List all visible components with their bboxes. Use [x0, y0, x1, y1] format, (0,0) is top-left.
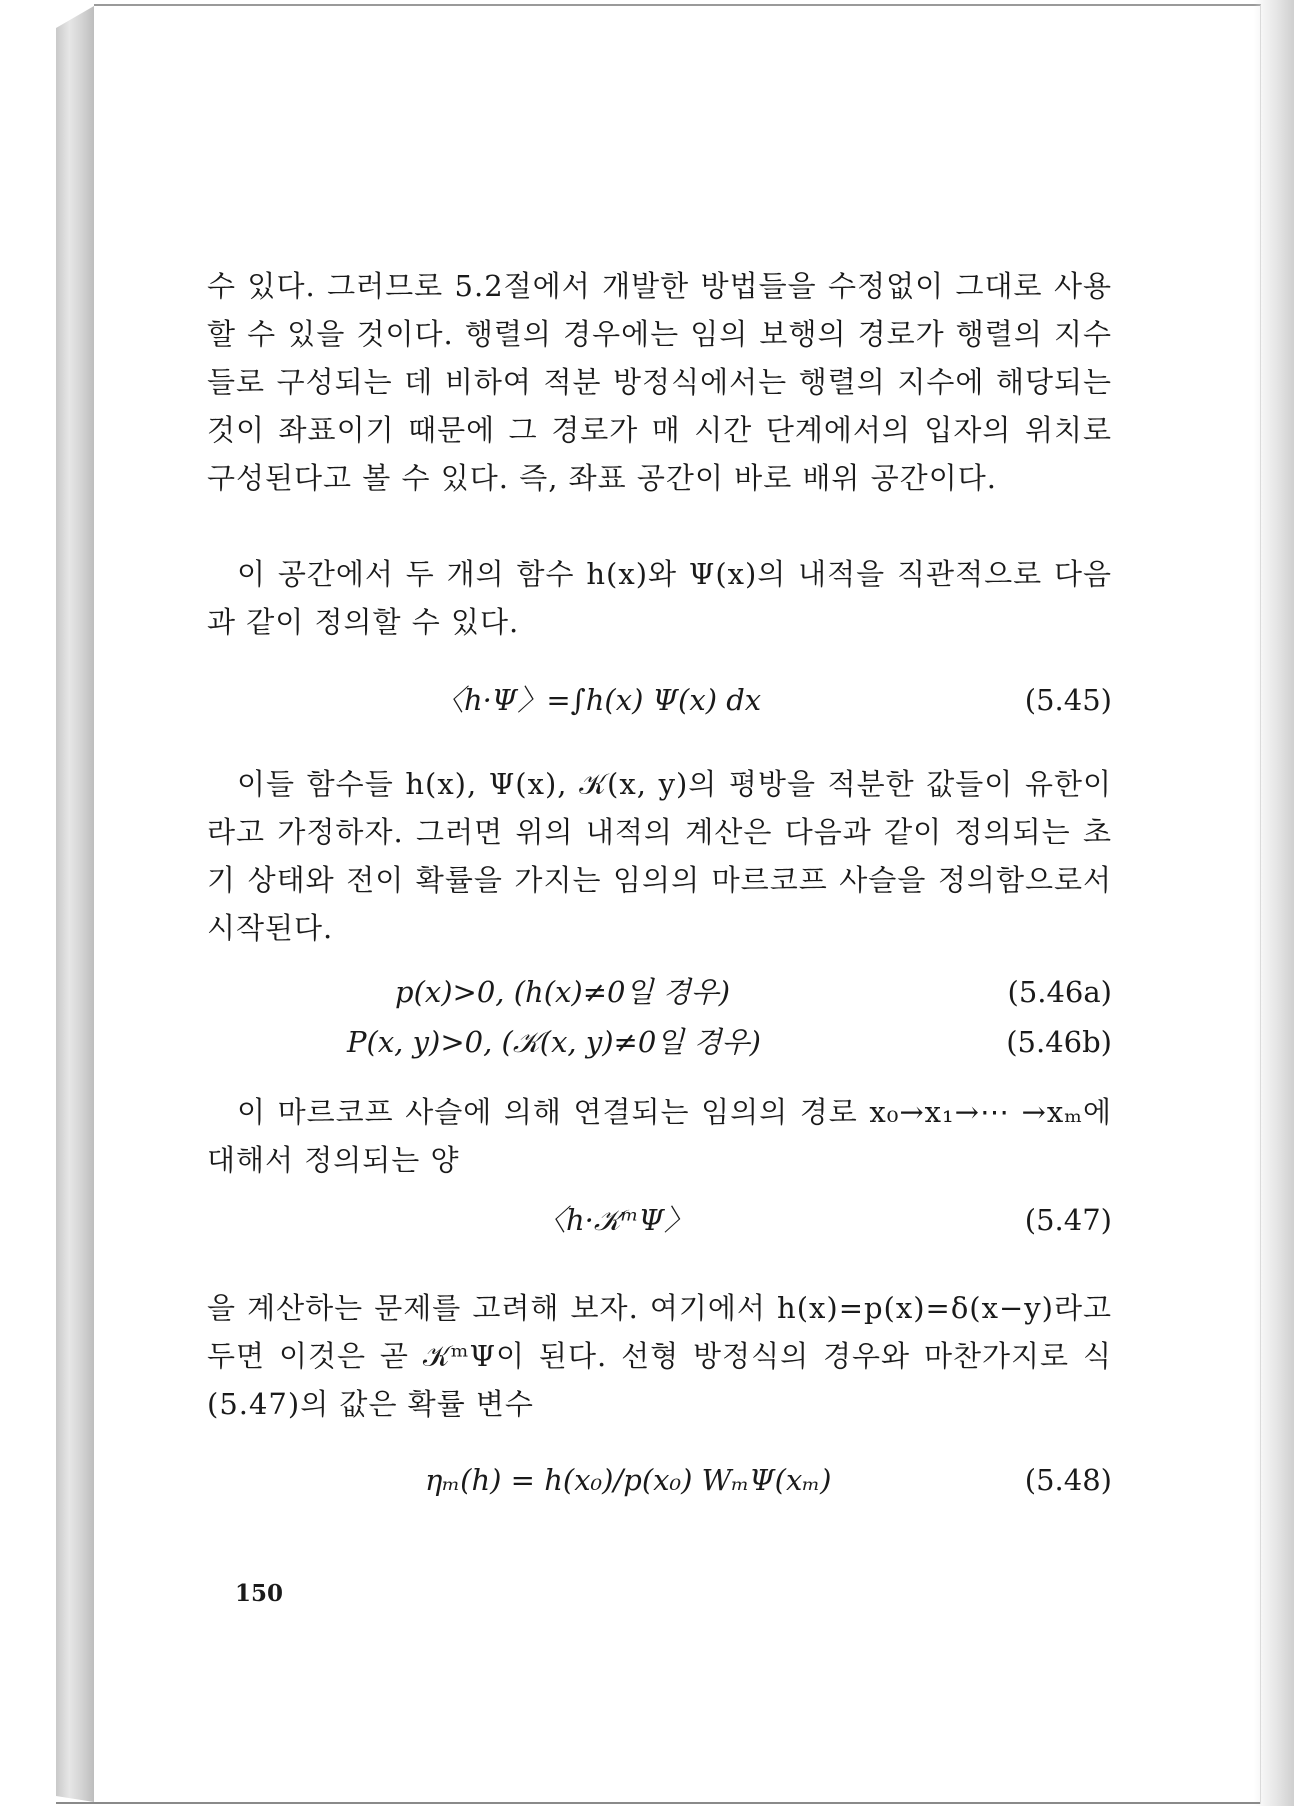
equation-5-48 [207, 1444, 1112, 1516]
equation-number: (5.48) [1024, 1463, 1112, 1497]
paragraph-3 [207, 760, 1112, 952]
equation-expression: ηₘ(h) = h(x₀)/p(x₀) WₘΨ(xₘ) [425, 1463, 832, 1497]
paragraph-4-text: 이 마르코프 사슬에 의해 연결되는 임의의 경로 x₀→x₁→⋯ →xₘ에 대해서 정의되는 양 [207, 1095, 1112, 1177]
paragraph-1-text: 수 있다. 그러므로 5.2절에서 개발한 방법들을 수정없이 그대로 사용할 수 있을 것이다. 행렬의 경우에는 임의 보행의 경로가 행렬의 지수들로 구성되는 데 비하여 적분 방정식에서는 행렬의 지수에 해당되는 것이 좌표이기 때문에 그 경로가 매 시간 단계에서의 입자의 위치로 구성된다고 볼 수 있다. 즉, 좌표 공간이 바로 배위 공간이다. [207, 269, 1112, 495]
equation-expression: 〈h·𝒦ᵐΨ〉 [537, 1203, 694, 1237]
equation-5-47 [207, 1196, 1112, 1244]
paragraph-1 [207, 262, 1112, 502]
page-number: 150 [235, 1580, 284, 1607]
book-spine-edge [56, 6, 94, 1802]
equation-expression: 〈h·Ψ〉=∫h(x) Ψ(x) dx [435, 683, 762, 717]
paragraph-3-text: 이들 함수들 h(x), Ψ(x), 𝒦(x, y)의 평방을 적분한 값들이 유한이라고 가정하자. 그러면 위의 내적의 계산은 다음과 같이 정의되는 초기 상태와 전이 확률을 가지는 임의의 마르코프 사슬을 정의함으로서 시작된다. [207, 767, 1112, 945]
paragraph-4 [207, 1088, 1112, 1184]
paragraph-5 [207, 1284, 1112, 1428]
equation-number: (5.45) [1024, 683, 1112, 717]
equation-5-45 [207, 676, 1112, 724]
equation-5-46a [207, 968, 1112, 1016]
equation-number: (5.46b) [1006, 1025, 1112, 1059]
equation-5-46b [207, 1018, 1112, 1066]
equation-number: (5.47) [1024, 1203, 1112, 1237]
paragraph-2 [207, 550, 1112, 646]
page-bottom-edge [56, 1802, 1260, 1804]
paragraph-2-text: 이 공간에서 두 개의 함수 h(x)와 Ψ(x)의 내적을 직관적으로 다음과 같이 정의할 수 있다. [207, 557, 1112, 639]
equation-number: (5.46a) [1007, 975, 1112, 1009]
page-right-shadow [1254, 0, 1294, 1806]
equation-expression: P(x, y)>0, (𝒦(x, y)≠0일 경우) [347, 1025, 761, 1059]
paragraph-5-text: 을 계산하는 문제를 고려해 보자. 여기에서 h(x)=p(x)=δ(x−y)라고 두면 이것은 곧 𝒦ᵐΨ이 된다. 선형 방정식의 경우와 마찬가지로 식 (5.47)의 값은 확률 변수 [207, 1291, 1112, 1421]
equation-expression: p(x)>0, (h(x)≠0일 경우) [395, 975, 731, 1009]
